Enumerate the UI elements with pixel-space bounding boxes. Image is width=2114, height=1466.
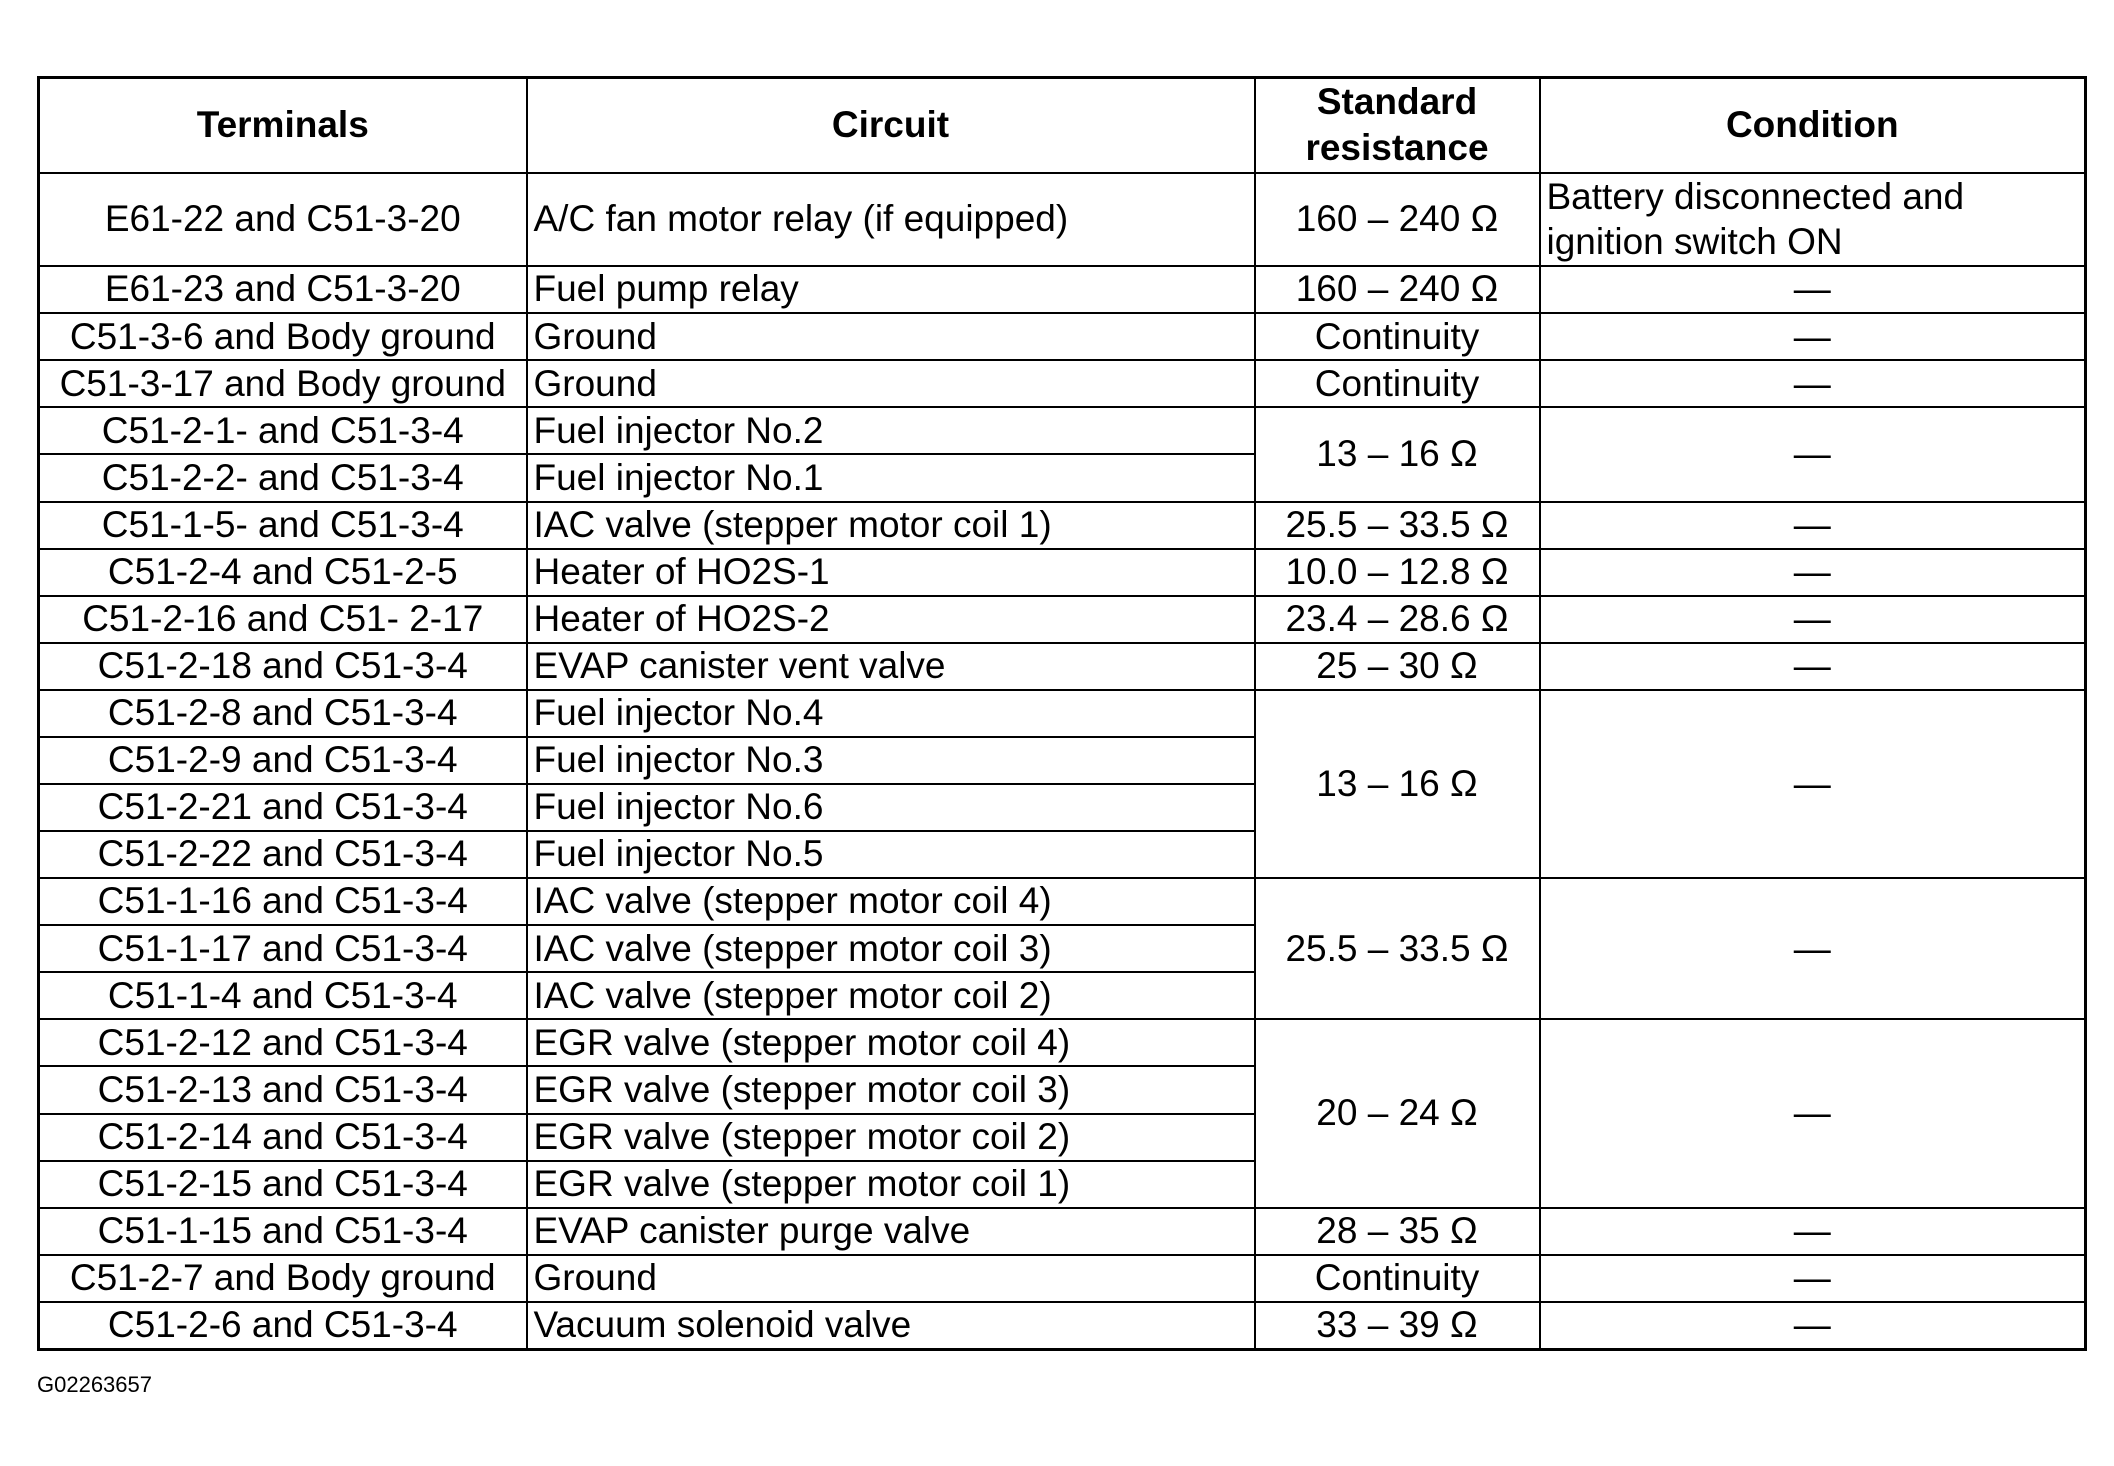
header-terminals: Terminals — [39, 78, 527, 173]
resistance-cell: 25.5 – 33.5 Ω — [1255, 502, 1540, 549]
resistance-cell: Continuity — [1255, 360, 1540, 407]
terminals-cell: C51-2-21 and C51-3-4 — [39, 784, 527, 831]
circuit-cell: Fuel injector No.1 — [527, 454, 1255, 501]
table-row — [39, 502, 2086, 549]
condition-cell: — — [1540, 1208, 2086, 1255]
terminals-cell: C51-2-4 and C51-2-5 — [39, 549, 527, 596]
header-standard-resistance: Standard resistance — [1255, 78, 1540, 173]
condition-cell: Battery disconnected and ignition switch ON — [1540, 173, 2086, 267]
terminals-cell: C51-2-16 and C51- 2-17 — [39, 596, 527, 643]
circuit-cell: Ground — [527, 1255, 1255, 1302]
resistance-cell: 13 – 16 Ω — [1255, 407, 1540, 501]
table-row — [39, 1302, 2086, 1350]
circuit-cell: IAC valve (stepper motor coil 1) — [527, 502, 1255, 549]
terminals-cell: E61-23 and C51-3-20 — [39, 266, 527, 313]
condition-cell: — — [1540, 596, 2086, 643]
circuit-cell: Fuel injector No.5 — [527, 831, 1255, 878]
terminals-cell: C51-2-22 and C51-3-4 — [39, 831, 527, 878]
table-row — [39, 643, 2086, 690]
terminals-cell: C51-2-14 and C51-3-4 — [39, 1114, 527, 1161]
terminals-cell: C51-1-17 and C51-3-4 — [39, 925, 527, 972]
condition-cell: — — [1540, 690, 2086, 878]
circuit-cell: EGR valve (stepper motor coil 2) — [527, 1114, 1255, 1161]
figure-id: G02263657 — [37, 1372, 152, 1397]
resistance-cell: 23.4 – 28.6 Ω — [1255, 596, 1540, 643]
table-row — [39, 407, 2086, 454]
header-condition: Condition — [1540, 78, 2086, 173]
terminals-cell: E61-22 and C51-3-20 — [39, 173, 527, 267]
terminals-cell: C51-2-12 and C51-3-4 — [39, 1019, 527, 1066]
resistance-cell: Continuity — [1255, 313, 1540, 360]
condition-cell: — — [1540, 1255, 2086, 1302]
resistance-cell: 13 – 16 Ω — [1255, 690, 1540, 878]
terminals-cell: C51-2-18 and C51-3-4 — [39, 643, 527, 690]
circuit-cell: Fuel injector No.3 — [527, 737, 1255, 784]
terminals-cell: C51-1-5- and C51-3-4 — [39, 502, 527, 549]
condition-cell: — — [1540, 1302, 2086, 1350]
condition-cell: — — [1540, 643, 2086, 690]
circuit-cell: EVAP canister vent valve — [527, 643, 1255, 690]
circuit-cell: IAC valve (stepper motor coil 3) — [527, 925, 1255, 972]
terminals-cell: C51-1-4 and C51-3-4 — [39, 972, 527, 1019]
terminals-cell: C51-3-6 and Body ground — [39, 313, 527, 360]
table-row — [39, 1255, 2086, 1302]
resistance-spec-table — [37, 76, 2087, 1351]
circuit-cell: EGR valve (stepper motor coil 3) — [527, 1066, 1255, 1113]
circuit-cell: Fuel pump relay — [527, 266, 1255, 313]
table-row — [39, 1019, 2086, 1066]
condition-cell: — — [1540, 502, 2086, 549]
table-row — [39, 549, 2086, 596]
terminals-cell: C51-2-6 and C51-3-4 — [39, 1302, 527, 1350]
circuit-cell: Heater of HO2S-1 — [527, 549, 1255, 596]
terminals-cell: C51-3-17 and Body ground — [39, 360, 527, 407]
terminals-cell: C51-2-7 and Body ground — [39, 1255, 527, 1302]
terminals-cell: C51-2-8 and C51-3-4 — [39, 690, 527, 737]
resistance-cell: 25 – 30 Ω — [1255, 643, 1540, 690]
table-row — [39, 596, 2086, 643]
circuit-cell: IAC valve (stepper motor coil 2) — [527, 972, 1255, 1019]
terminals-cell: C51-2-15 and C51-3-4 — [39, 1161, 527, 1208]
terminals-cell: C51-2-13 and C51-3-4 — [39, 1066, 527, 1113]
table-row — [39, 173, 2086, 267]
terminals-cell: C51-2-9 and C51-3-4 — [39, 737, 527, 784]
header-row — [39, 78, 2086, 173]
terminals-cell: C51-1-15 and C51-3-4 — [39, 1208, 527, 1255]
circuit-cell: EVAP canister purge valve — [527, 1208, 1255, 1255]
table-row — [39, 1208, 2086, 1255]
header-circuit: Circuit — [527, 78, 1255, 173]
terminals-cell: C51-2-2- and C51-3-4 — [39, 454, 527, 501]
resistance-cell: 20 – 24 Ω — [1255, 1019, 1540, 1207]
condition-cell: — — [1540, 1019, 2086, 1207]
resistance-cell: 28 – 35 Ω — [1255, 1208, 1540, 1255]
table-row — [39, 878, 2086, 925]
circuit-cell: Fuel injector No.4 — [527, 690, 1255, 737]
resistance-cell: 33 – 39 Ω — [1255, 1302, 1540, 1350]
condition-cell: — — [1540, 878, 2086, 1019]
condition-cell: — — [1540, 360, 2086, 407]
resistance-cell: Continuity — [1255, 1255, 1540, 1302]
table-row — [39, 360, 2086, 407]
circuit-cell: Vacuum solenoid valve — [527, 1302, 1255, 1350]
terminals-cell: C51-2-1- and C51-3-4 — [39, 407, 527, 454]
resistance-cell: 160 – 240 Ω — [1255, 266, 1540, 313]
condition-cell: — — [1540, 313, 2086, 360]
table-row — [39, 266, 2086, 313]
circuit-cell: IAC valve (stepper motor coil 4) — [527, 878, 1255, 925]
circuit-cell: EGR valve (stepper motor coil 1) — [527, 1161, 1255, 1208]
table-row — [39, 690, 2086, 737]
circuit-cell: Heater of HO2S-2 — [527, 596, 1255, 643]
circuit-cell: A/C fan motor relay (if equipped) — [527, 173, 1255, 267]
circuit-cell: Fuel injector No.2 — [527, 407, 1255, 454]
circuit-cell: Fuel injector No.6 — [527, 784, 1255, 831]
terminals-cell: C51-1-16 and C51-3-4 — [39, 878, 527, 925]
condition-cell: — — [1540, 266, 2086, 313]
condition-cell: — — [1540, 407, 2086, 501]
circuit-cell: EGR valve (stepper motor coil 4) — [527, 1019, 1255, 1066]
condition-cell: — — [1540, 549, 2086, 596]
table-row — [39, 313, 2086, 360]
resistance-cell: 10.0 – 12.8 Ω — [1255, 549, 1540, 596]
resistance-cell: 25.5 – 33.5 Ω — [1255, 878, 1540, 1019]
circuit-cell: Ground — [527, 313, 1255, 360]
circuit-cell: Ground — [527, 360, 1255, 407]
resistance-cell: 160 – 240 Ω — [1255, 173, 1540, 267]
